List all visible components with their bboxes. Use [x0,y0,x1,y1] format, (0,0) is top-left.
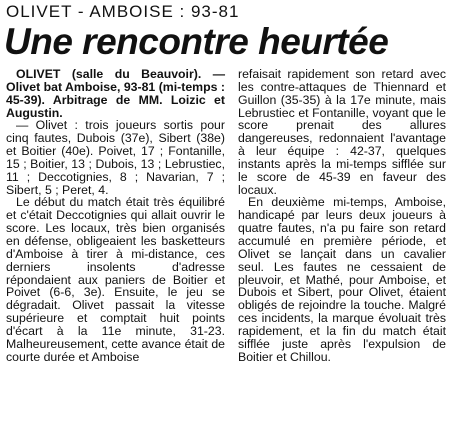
byline: OLIVET (salle du Beauvoir). — [16,67,225,81]
article-column-right [238,68,446,363]
headline: Une rencontre heurtée [4,21,389,62]
body-paragraph-1-continued: refaisait rapidement son retard avec les contre-attaques de Thiennard et Guillon (35-35) à la 17e minute, mais Lebrustiec et Fontanille, voyant que le score prenait des allures dangereuses, redonnaient l'avantage à leur équipe : 42-37, quelques instants après la mi-temps sifflée sur le score de 45-39 en faveur des locaux. [238,67,446,197]
lead-text: Olivet bat Amboise, 93-81 (mi-temps : 45-39). Arbitrage de MM. Loizic et Augustin. [6,79,225,120]
article-column-left [6,68,225,363]
lead-paragraph [6,68,225,119]
body-paragraph-1: Le début du match était très équilibré et c'était Deccotignies qui allait ouvrir le score. Les locaux, très bien organisés en défense, obligeaient les basketteurs d'Amboise à tirer à mi-distance, ces derniers insolents d'adresse répondaient aux paniers de Boitier et Poivet (6-6, 3e). Ensuite, le jeu se dégradait. Olivet passait la vitesse supérieure et comptait huit points d'écart à la 11e minute, 31-23. Malheureusement, cette avance était de courte durée et Amboise [6,195,225,364]
lineups-paragraph: — Olivet : trois joueurs sortis pour cinq fautes, Dubois (37e), Sibert (38e) et Boitier (40e). Poivet, 17 ; Fontanille, 15 ; Boitier, 13 ; Dubois, 13 ; Lebrustiec, 11 ; Deccotignies, 8 ; Navarian, 7 ; Sibert, 5 ; Peret, 4. [6,118,225,197]
body-paragraph-2: En deuxième mi-temps, Amboise, handicapé par leurs deux joueurs à quatre fautes, n'a pu faire son retard accumulé en première période, et Olivet se lançait dans un cavalier seul. Les fautes ne cessaient de pleuvoir, et Mathé, pour Amboise, et Dubois et Sibert, pour Olivet, étaient obligés de rejoindre la touche. Malgré ces incidents, la marque évoluait très rapidement, et la fin du match était sifflée juste après l'expulsion de Boitier et Chillou. [238,195,446,364]
match-kicker: OLIVET - AMBOISE : 93-81 [6,2,240,21]
